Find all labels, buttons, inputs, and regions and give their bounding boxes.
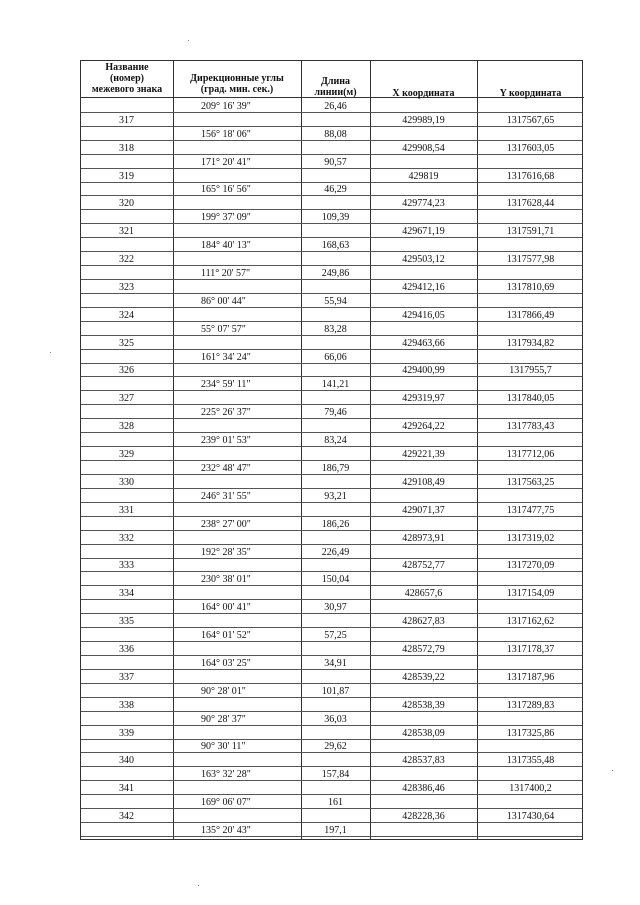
x-coordinate-cell: 428752,77 (402, 560, 445, 572)
x-coordinate-cell: 428539,22 (402, 671, 445, 683)
table-row-mark (81, 614, 582, 628)
y-coordinate-cell: 1317154,09 (506, 588, 555, 600)
y-coordinate-cell: 1317477,75 (506, 504, 555, 516)
line-length-cell: 83,28 (324, 323, 347, 335)
line-length-cell: 249,86 (321, 268, 350, 280)
mark-name-cell: 322 (119, 254, 134, 266)
table-row-segment (81, 823, 582, 837)
table-row-mark (81, 141, 582, 155)
header-mark-name (81, 61, 173, 98)
mark-name-cell: 319 (119, 170, 134, 182)
table-row-segment (81, 572, 582, 586)
y-coordinate-cell: 1317712,06 (506, 449, 555, 461)
table-row-mark (81, 336, 582, 350)
header-line-length-line2: линии(м) (314, 87, 357, 98)
table-row-segment (81, 600, 582, 614)
x-coordinate-cell: 428228,36 (402, 811, 445, 823)
table-row-segment (81, 740, 582, 754)
table-row-segment (81, 350, 582, 364)
table-row-segment (81, 433, 582, 447)
header-direction-angle-line2: (град. мин. сек.) (200, 84, 274, 95)
header-mark-name-line2: (номер) (109, 73, 145, 84)
line-length-cell: 66,06 (324, 351, 347, 363)
line-length-cell: 226,49 (321, 546, 350, 558)
x-coordinate-cell: 429503,12 (402, 254, 445, 266)
y-coordinate-cell: 1317603,05 (506, 142, 555, 154)
line-length-cell: 26,46 (324, 100, 347, 112)
table-row-mark (81, 364, 582, 378)
y-coordinate-cell: 1317162,62 (506, 616, 555, 628)
direction-angle-cell: 90° 28' 01" (201, 685, 246, 697)
table-row-mark (81, 169, 582, 183)
mark-name-cell: 338 (119, 699, 134, 711)
line-length-cell: 57,25 (324, 630, 347, 642)
table-row-mark (81, 224, 582, 238)
header-mark-name-line1: Название (105, 62, 149, 73)
table-row-mark (81, 809, 582, 823)
table-row-segment (81, 183, 582, 197)
line-length-cell: 161 (328, 797, 343, 809)
y-coordinate-cell: 1317628,44 (506, 198, 555, 210)
table-row-mark (81, 586, 582, 600)
line-length-cell: 141,21 (321, 379, 350, 391)
direction-angle-cell: 156° 18' 06" (201, 128, 251, 140)
x-coordinate-cell: 428572,79 (402, 643, 445, 655)
header-direction-angle-line1: Дирекционные углы (190, 73, 284, 84)
x-coordinate-cell: 429221,39 (402, 449, 445, 461)
header-line-length-line1: Длина (320, 76, 350, 87)
mark-name-cell: 323 (119, 281, 134, 293)
x-coordinate-cell: 428538,09 (402, 727, 445, 739)
line-length-cell: 46,29 (324, 184, 347, 196)
direction-angle-cell: 184° 40' 13" (201, 240, 251, 252)
table-row-segment (81, 127, 582, 141)
table-row-mark (81, 419, 582, 433)
y-coordinate-cell: 1317563,25 (506, 476, 555, 488)
table-row-mark (81, 308, 582, 322)
table-row-mark (81, 280, 582, 294)
x-coordinate-cell: 429416,05 (402, 309, 445, 321)
line-length-cell: 109,39 (321, 212, 350, 224)
mark-name-cell: 333 (119, 560, 134, 572)
direction-angle-cell: 232° 48' 47" (201, 462, 251, 474)
table-row-mark (81, 726, 582, 740)
x-coordinate-cell: 429264,22 (402, 421, 445, 433)
table-row-segment (81, 656, 582, 670)
table-row-segment (81, 545, 582, 559)
boundary-marks-table (80, 60, 583, 840)
mark-name-cell: 342 (119, 811, 134, 823)
table-row-segment (81, 210, 582, 224)
x-coordinate-cell: 429108,49 (402, 476, 445, 488)
mark-name-cell: 325 (119, 337, 134, 349)
x-coordinate-cell: 429774,23 (402, 198, 445, 210)
table-row-segment (81, 517, 582, 531)
table-row-mark (81, 447, 582, 461)
direction-angle-cell: 192° 28' 35" (201, 546, 251, 558)
direction-angle-cell: 90° 28' 37" (201, 713, 246, 725)
mark-name-cell: 329 (119, 449, 134, 461)
direction-angle-cell: 225° 26' 37" (201, 407, 251, 419)
y-coordinate-cell: 1317430,64 (506, 811, 555, 823)
table-row-segment (81, 795, 582, 809)
x-coordinate-cell: 429819 (408, 170, 439, 182)
direction-angle-cell: 209° 16' 39" (201, 100, 251, 112)
scan-speck (188, 40, 189, 41)
table-row-segment (81, 99, 582, 113)
table-row-mark (81, 531, 582, 545)
x-coordinate-cell: 429412,16 (402, 281, 445, 293)
direction-angle-cell: 165° 16' 56" (201, 184, 251, 196)
mark-name-cell: 331 (119, 504, 134, 516)
mark-name-cell: 335 (119, 616, 134, 628)
direction-angle-cell: 55° 07' 57" (201, 323, 246, 335)
mark-name-cell: 324 (119, 309, 134, 321)
line-length-cell: 30,97 (324, 602, 347, 614)
y-coordinate-cell: 1317178,37 (506, 643, 555, 655)
table-row-segment (81, 322, 582, 336)
table-row-mark (81, 753, 582, 767)
direction-angle-cell: 239° 01' 53" (201, 435, 251, 447)
line-length-cell: 186,26 (321, 518, 350, 530)
table-row-mark (81, 698, 582, 712)
x-coordinate-cell: 428627,83 (402, 616, 445, 628)
x-coordinate-cell: 429989,19 (402, 114, 445, 126)
y-coordinate-cell: 1317955,7 (509, 365, 552, 377)
y-coordinate-cell: 1317783,43 (506, 421, 555, 433)
table-row-mark (81, 670, 582, 684)
scan-speck (50, 352, 51, 353)
table-row-segment (81, 684, 582, 698)
y-coordinate-cell: 1317325,86 (506, 727, 555, 739)
y-coordinate-cell: 1317355,48 (506, 755, 555, 767)
table-row-mark (81, 196, 582, 210)
line-length-cell: 55,94 (324, 295, 347, 307)
x-coordinate-cell: 429319,97 (402, 393, 445, 405)
table-row-mark (81, 559, 582, 573)
direction-angle-cell: 246° 31' 55" (201, 490, 251, 502)
line-length-cell: 90,57 (324, 156, 347, 168)
x-coordinate-cell: 429071,37 (402, 504, 445, 516)
x-coordinate-cell: 428537,83 (402, 755, 445, 767)
table-row-mark (81, 781, 582, 795)
mark-name-cell: 320 (119, 198, 134, 210)
y-coordinate-cell: 1317577,98 (506, 254, 555, 266)
table-row-segment (81, 712, 582, 726)
direction-angle-cell: 169° 06' 07" (201, 797, 251, 809)
direction-angle-cell: 199° 37' 09" (201, 212, 251, 224)
y-coordinate-cell: 1317187,96 (506, 671, 555, 683)
header-line-length (301, 61, 370, 98)
header-y-coordinate-label: Y координата (499, 88, 562, 99)
table-row-mark (81, 391, 582, 405)
header-direction-angle (173, 61, 301, 98)
y-coordinate-cell: 1317810,69 (506, 281, 555, 293)
line-length-cell: 29,62 (324, 741, 347, 753)
y-coordinate-cell: 1317616,68 (506, 170, 555, 182)
header-mark-name-line3: межевого знака (91, 84, 163, 95)
table-row-segment (81, 155, 582, 169)
x-coordinate-cell: 429908,54 (402, 142, 445, 154)
line-length-cell: 34,91 (324, 657, 347, 669)
mark-name-cell: 339 (119, 727, 134, 739)
line-length-cell: 88,08 (324, 128, 347, 140)
header-x-coordinate (370, 61, 477, 98)
table-row-segment (81, 628, 582, 642)
table-row-segment (81, 238, 582, 252)
y-coordinate-cell: 1317400,2 (509, 783, 552, 795)
mark-name-cell: 334 (119, 588, 134, 600)
table-row-segment (81, 294, 582, 308)
table-row-segment (81, 489, 582, 503)
table-row-mark (81, 113, 582, 127)
line-length-cell: 157,84 (321, 769, 350, 781)
mark-name-cell: 341 (119, 783, 134, 795)
mark-name-cell: 340 (119, 755, 134, 767)
line-length-cell: 36,03 (324, 713, 347, 725)
y-coordinate-cell: 1317934,82 (506, 337, 555, 349)
direction-angle-cell: 161° 34' 24" (201, 351, 251, 363)
y-coordinate-cell: 1317591,71 (506, 226, 555, 238)
mark-name-cell: 328 (119, 421, 134, 433)
x-coordinate-cell: 429671,19 (402, 226, 445, 238)
table-row-mark (81, 252, 582, 266)
direction-angle-cell: 234° 59' 11" (201, 379, 251, 391)
x-coordinate-cell: 428386,46 (402, 783, 445, 795)
x-coordinate-cell: 428657,6 (404, 588, 443, 600)
direction-angle-cell: 135° 20' 43" (201, 824, 251, 836)
y-coordinate-cell: 1317567,65 (506, 114, 555, 126)
table-row-mark (81, 503, 582, 517)
line-length-cell: 197,1 (324, 824, 347, 836)
header-y-coordinate (477, 61, 584, 98)
line-length-cell: 168,63 (321, 240, 350, 252)
direction-angle-cell: 230° 38' 01" (201, 574, 251, 586)
line-length-cell: 93,21 (324, 490, 347, 502)
x-coordinate-cell: 428538,39 (402, 699, 445, 711)
y-coordinate-cell: 1317289,83 (506, 699, 555, 711)
table-row-segment (81, 377, 582, 391)
mark-name-cell: 336 (119, 643, 134, 655)
line-length-cell: 79,46 (324, 407, 347, 419)
line-length-cell: 83,24 (324, 435, 347, 447)
x-coordinate-cell: 428973,91 (402, 532, 445, 544)
table-row-mark (81, 475, 582, 489)
line-length-cell: 101,87 (321, 685, 350, 697)
direction-angle-cell: 171° 20' 41" (201, 156, 251, 168)
direction-angle-cell: 238° 27' 00" (201, 518, 251, 530)
direction-angle-cell: 163° 32' 28" (201, 769, 251, 781)
y-coordinate-cell: 1317866,49 (506, 309, 555, 321)
mark-name-cell: 317 (119, 114, 134, 126)
line-length-cell: 186,79 (321, 462, 350, 474)
y-coordinate-cell: 1317840,05 (506, 393, 555, 405)
direction-angle-cell: 164° 00' 41" (201, 602, 251, 614)
mark-name-cell: 318 (119, 142, 134, 154)
table-row-segment (81, 461, 582, 475)
table-row-segment (81, 266, 582, 280)
y-coordinate-cell: 1317319,02 (506, 532, 555, 544)
direction-angle-cell: 164° 03' 25" (201, 657, 251, 669)
header-x-coordinate-label: X координата (392, 88, 455, 99)
direction-angle-cell: 164° 01' 52" (201, 630, 251, 642)
mark-name-cell: 327 (119, 393, 134, 405)
table-row-segment (81, 767, 582, 781)
x-coordinate-cell: 429463,66 (402, 337, 445, 349)
direction-angle-cell: 111° 20' 57" (201, 268, 251, 280)
mark-name-cell: 332 (119, 532, 134, 544)
direction-angle-cell: 86° 00' 44" (201, 295, 246, 307)
mark-name-cell: 321 (119, 226, 134, 238)
direction-angle-cell: 90° 30' 11" (201, 741, 246, 753)
mark-name-cell: 330 (119, 476, 134, 488)
scan-speck (612, 770, 613, 771)
x-coordinate-cell: 429400,99 (402, 365, 445, 377)
table-row-segment (81, 405, 582, 419)
scan-speck (198, 885, 199, 886)
mark-name-cell: 326 (119, 365, 134, 377)
table-row-mark (81, 642, 582, 656)
y-coordinate-cell: 1317270,09 (506, 560, 555, 572)
mark-name-cell: 337 (119, 671, 134, 683)
line-length-cell: 150,04 (321, 574, 350, 586)
